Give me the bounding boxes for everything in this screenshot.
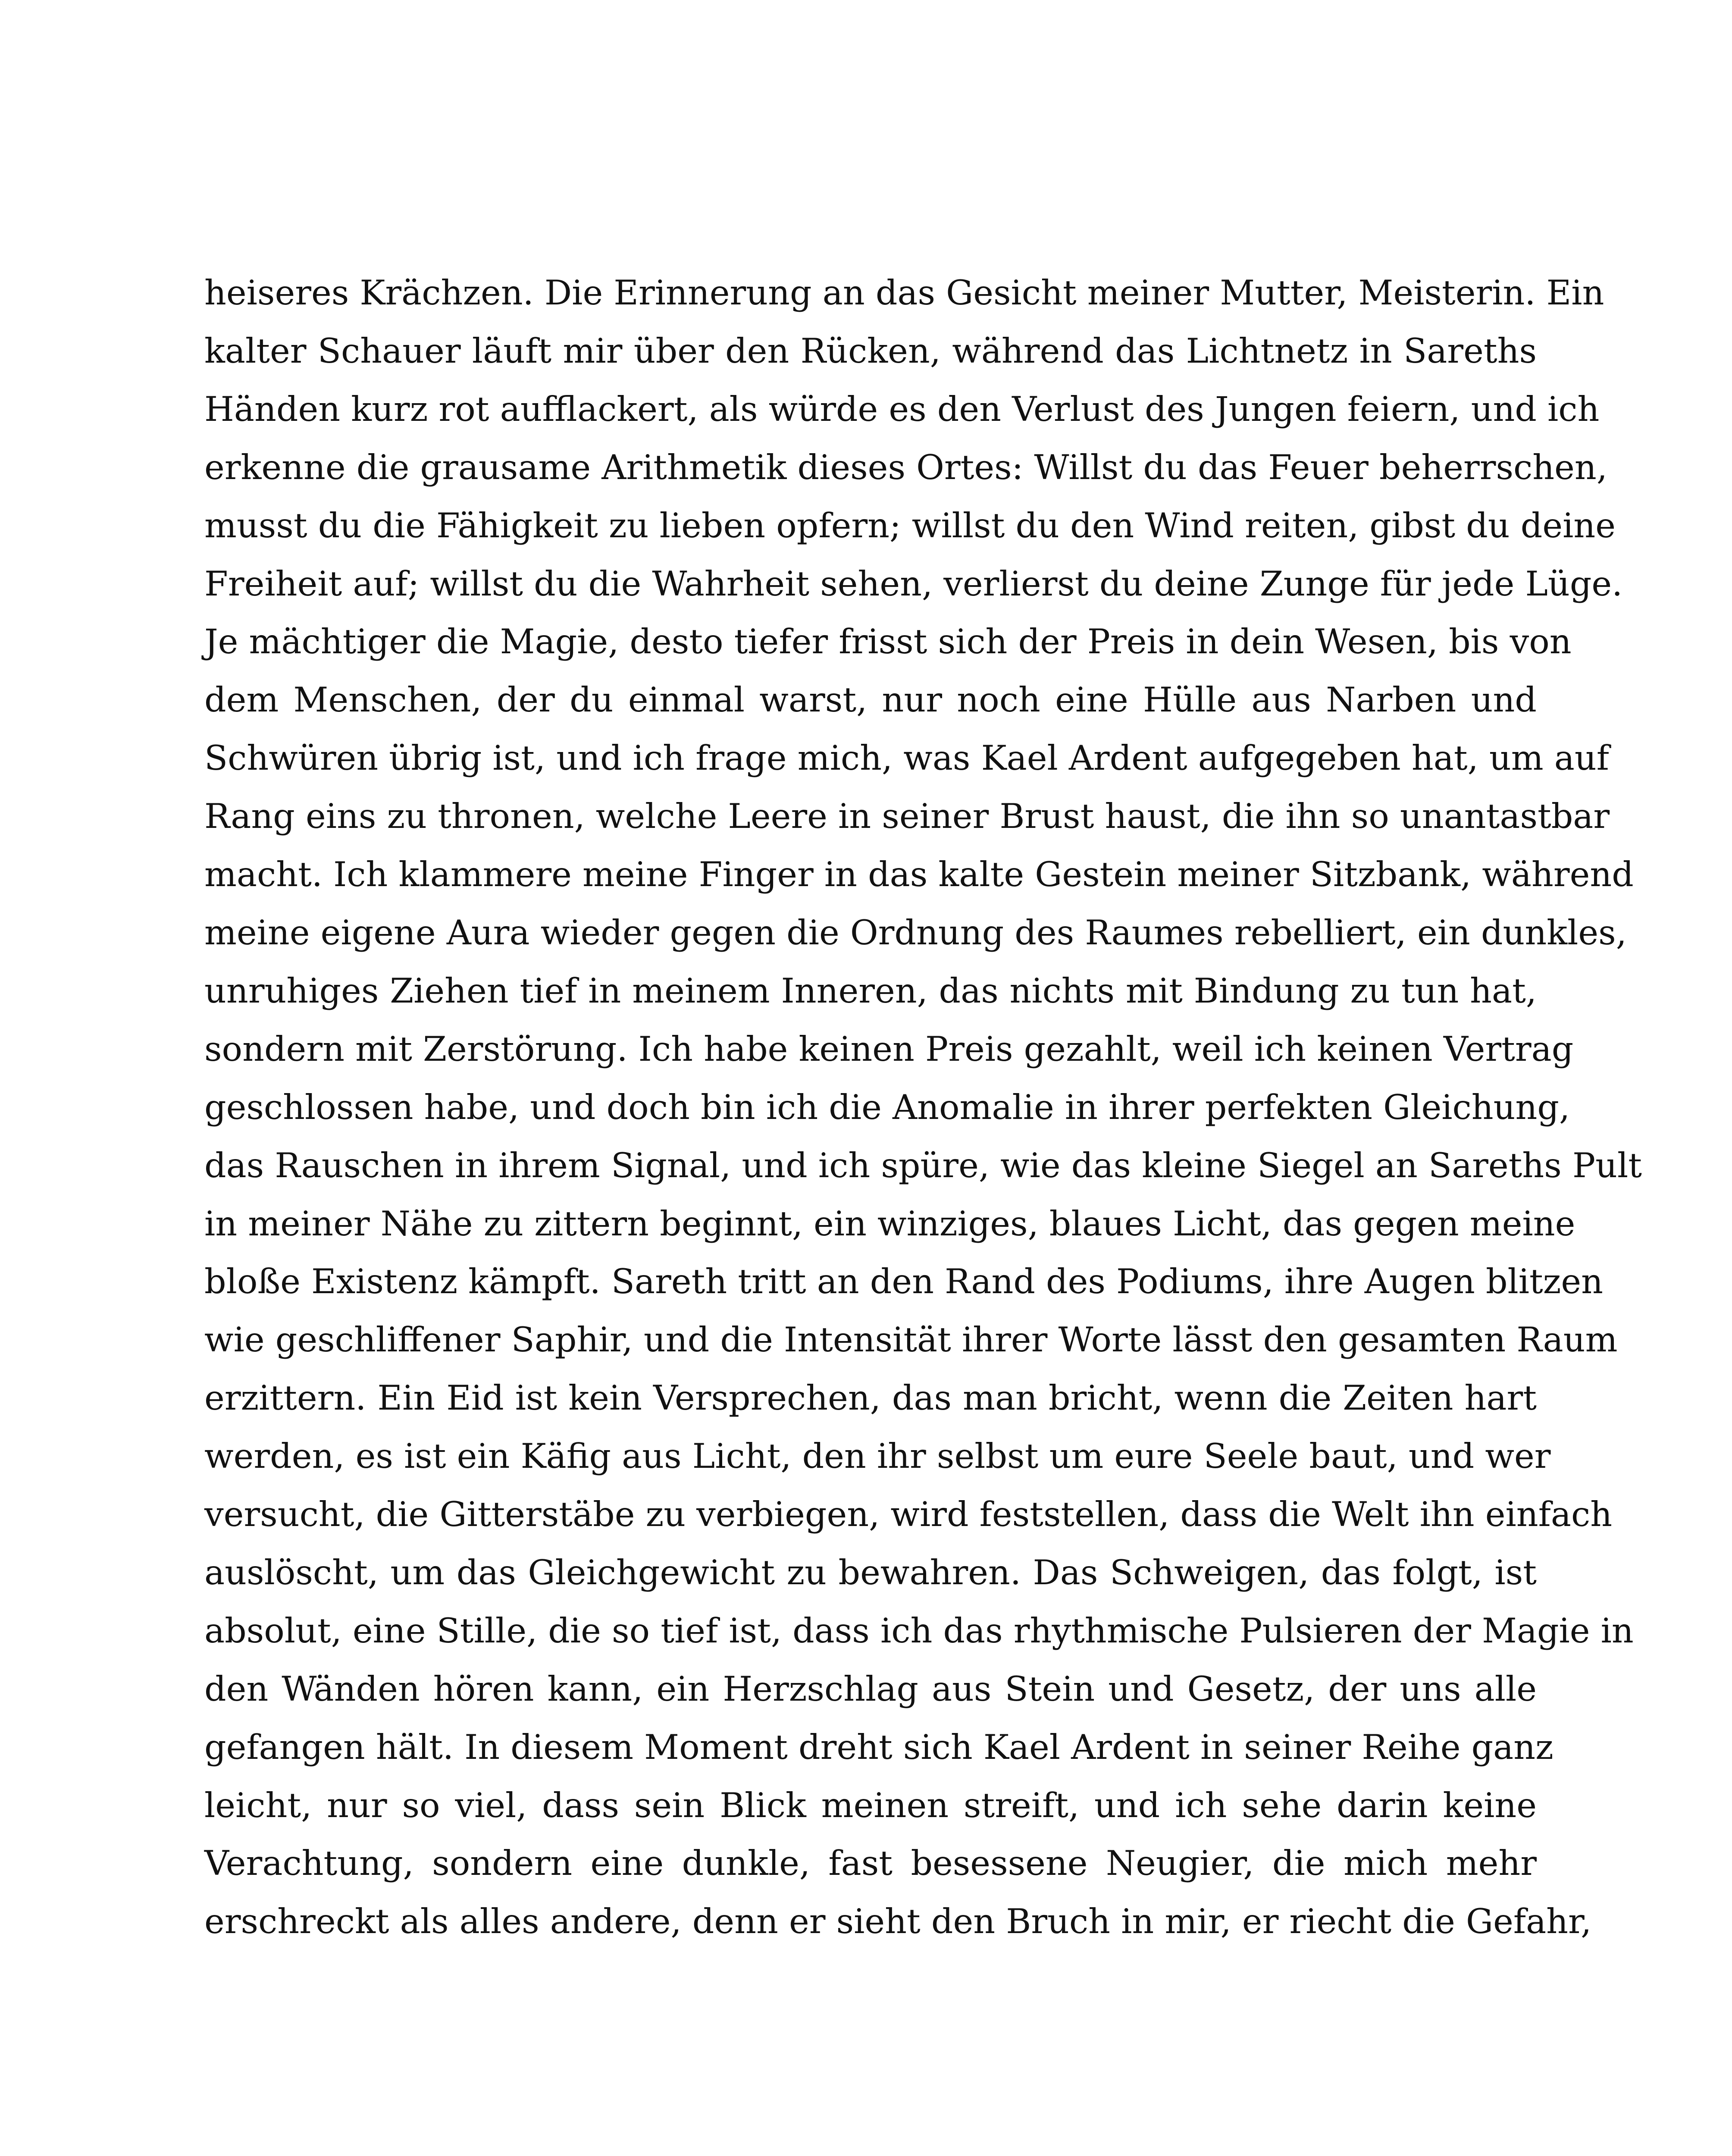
text-line: Je mächtiger die Magie, desto tiefer frisst sich der Preis in dein Wesen, bis von (204, 622, 1572, 662)
text-line: Freiheit auf; willst du die Wahrheit sehen, verlierst du deine Zunge für jede Lüge. (204, 564, 1623, 604)
text-line: versucht, die Gitterstäbe zu verbiegen, wird feststellen, dass die Welt ihn einfach (204, 1495, 1613, 1535)
text-line: erkenne die grausame Arithmetik dieses Ortes: Willst du das Feuer beherrschen, (204, 447, 1607, 487)
text-line: bloße Existenz kämpft. Sareth tritt an den Rand des Podiums, ihre Augen blitzen (204, 1262, 1604, 1302)
text-line: absolut, eine Stille, die so tief ist, dass ich das rhythmische Pulsieren der Magie in (204, 1611, 1634, 1651)
text-line: geschlossen habe, und doch bin ich die Anomalie in ihrer perfekten Gleichung, (204, 1087, 1570, 1127)
text-line: dem Menschen, der du einmal warst, nur noch eine Hülle aus Narben und (204, 680, 1537, 720)
text-line: den Wänden hören kann, ein Herzschlag aus Stein und Gesetz, der uns alle (204, 1669, 1537, 1709)
text-line: Händen kurz rot aufflackert, als würde es den Verlust des Jungen feiern, und ich (204, 389, 1600, 429)
text-line: macht. Ich klammere meine Finger in das kalte Gestein meiner Sitzbank, während (204, 855, 1634, 895)
text-line: auslöscht, um das Gleichgewicht zu bewahren. Das Schweigen, das folgt, ist (204, 1552, 1537, 1592)
text-line: werden, es ist ein Käfig aus Licht, den ihr selbst um eure Seele baut, und wer (204, 1436, 1551, 1476)
text-line: meine eigene Aura wieder gegen die Ordnung des Raumes rebelliert, ein dunkles, (204, 912, 1627, 953)
text-line: erschreckt als alles andere, denn er sieht den Bruch in mir, er riecht die Gefahr, (204, 1902, 1592, 1942)
text-line: unruhiges Ziehen tief in meinem Inneren, das nichts mit Bindung zu tun hat, (204, 971, 1537, 1011)
text-line: Verachtung, sondern eine dunkle, fast besessene Neugier, die mich mehr (204, 1843, 1537, 1883)
text-line: kalter Schauer läuft mir über den Rücken, während das Lichtnetz in Sareths (204, 331, 1537, 371)
text-line: erzittern. Ein Eid ist kein Versprechen, das man bricht, wenn die Zeiten hart (204, 1378, 1537, 1418)
text-line: das Rauschen in ihrem Signal, und ich spüre, wie das kleine Siegel an Sareths Pult (204, 1145, 1642, 1185)
text-line: Schwüren übrig ist, und ich frage mich, was Kael Ardent aufgegeben hat, um auf (204, 738, 1609, 778)
text-line: heiseres Krächzen. Die Erinnerung an das Gesicht meiner Mutter, Meisterin. Ein (204, 273, 1604, 313)
text-line: in meiner Nähe zu zittern beginnt, ein winziges, blaues Licht, das gegen meine (204, 1203, 1575, 1244)
text-line: Rang eins zu thronen, welche Leere in seiner Brust haust, die ihn so unantastbar (204, 796, 1610, 837)
body-paragraph (204, 264, 1642, 1951)
text-line: wie geschliffener Saphir, und die Intensität ihrer Worte lässt den gesamten Raum (204, 1320, 1618, 1360)
text-line: musst du die Fähigkeit zu lieben opfern; willst du den Wind reiten, gibst du deine (204, 505, 1616, 545)
text-line: gefangen hält. In diesem Moment dreht sich Kael Ardent in seiner Reihe ganz (204, 1727, 1553, 1767)
text-line: leicht, nur so viel, dass sein Blick meinen streift, und ich sehe darin keine (204, 1785, 1537, 1825)
text-line: sondern mit Zerstörung. Ich habe keinen Preis gezahlt, weil ich keinen Vertrag (204, 1029, 1574, 1069)
